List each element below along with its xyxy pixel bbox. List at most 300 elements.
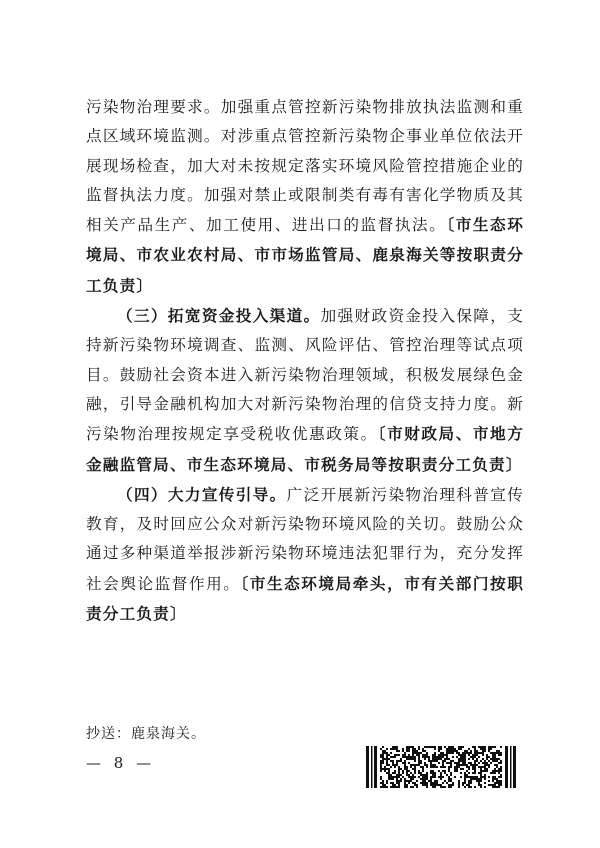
barcode-module xyxy=(402,750,404,752)
barcode-module xyxy=(422,766,424,768)
barcode-module xyxy=(414,758,416,760)
barcode-module xyxy=(434,754,436,756)
barcode-module xyxy=(390,748,392,750)
barcode-module xyxy=(494,752,496,754)
barcode-module xyxy=(382,750,384,752)
barcode-module xyxy=(488,750,490,752)
barcode-module xyxy=(388,768,390,770)
barcode-module xyxy=(430,780,432,782)
barcode-module xyxy=(398,784,400,786)
barcode-module xyxy=(434,786,436,788)
barcode-module xyxy=(458,782,460,784)
barcode-module xyxy=(492,780,494,782)
barcode-module xyxy=(462,756,464,758)
page-number: — 8 — xyxy=(86,754,156,772)
barcode-module xyxy=(496,764,498,766)
barcode-module xyxy=(416,754,418,756)
barcode-module xyxy=(488,756,490,758)
barcode-module xyxy=(422,774,424,776)
barcode-module xyxy=(388,770,390,772)
barcode-module xyxy=(414,776,416,778)
barcode-module xyxy=(418,752,420,754)
barcode-module xyxy=(500,754,502,756)
barcode-module xyxy=(480,766,482,768)
barcode-module xyxy=(406,772,408,774)
barcode-module xyxy=(470,776,472,778)
barcode-module xyxy=(402,748,404,750)
barcode-module xyxy=(464,776,466,778)
barcode-module xyxy=(398,750,400,752)
barcode-module xyxy=(412,786,414,788)
barcode-module xyxy=(426,746,428,748)
barcode-module xyxy=(442,782,444,784)
barcode-module xyxy=(392,778,394,780)
text-segment: 广泛开展新污染物治理科普宣传教育，及时回应公众对新污染物环境风险的关切。鼓励公众通过多种渠道举报涉新污染物环境违法犯罪行为，充分发挥社会舆论监督作用。 xyxy=(86,485,524,593)
barcode-module xyxy=(470,756,472,758)
barcode-module xyxy=(396,780,398,782)
barcode-module xyxy=(398,766,400,768)
barcode-module xyxy=(488,784,490,786)
barcode-module xyxy=(422,750,424,752)
barcode-module xyxy=(450,786,452,788)
barcode-module xyxy=(396,778,398,780)
barcode-module xyxy=(454,766,456,768)
barcode-module xyxy=(414,766,416,768)
barcode-module xyxy=(428,756,430,758)
barcode-module xyxy=(498,784,500,786)
barcode-module xyxy=(410,780,412,782)
barcode-module xyxy=(500,760,502,762)
barcode-module xyxy=(466,750,468,752)
barcode-module xyxy=(394,766,396,768)
barcode-module xyxy=(500,746,502,748)
barcode-module xyxy=(428,760,430,762)
barcode-module xyxy=(480,752,482,754)
barcode-module xyxy=(462,782,464,784)
barcode-module xyxy=(442,756,444,758)
barcode-module xyxy=(424,750,426,752)
barcode-module xyxy=(408,746,410,748)
barcode-module xyxy=(384,758,386,760)
barcode-module xyxy=(410,756,412,758)
barcode-module xyxy=(416,784,418,786)
barcode-module xyxy=(436,782,438,784)
barcode-module xyxy=(414,770,416,772)
barcode-module xyxy=(484,748,486,750)
barcode-module xyxy=(434,784,436,786)
barcode-module xyxy=(450,774,452,776)
barcode-module xyxy=(462,746,464,748)
barcode-module xyxy=(418,748,420,750)
barcode-module xyxy=(426,756,428,758)
barcode-module xyxy=(500,766,502,768)
barcode-module xyxy=(492,770,494,772)
barcode-module xyxy=(410,746,412,748)
barcode-module xyxy=(452,756,454,758)
barcode-module xyxy=(494,760,496,762)
barcode-module xyxy=(404,754,406,756)
barcode-module xyxy=(484,764,486,766)
barcode-module xyxy=(420,752,422,754)
barcode-module xyxy=(396,776,398,778)
barcode-module xyxy=(430,764,432,766)
barcode-module xyxy=(434,766,436,768)
barcode-module xyxy=(462,758,464,760)
barcode-module xyxy=(380,756,382,758)
barcode-module xyxy=(430,782,432,784)
barcode-module xyxy=(482,776,484,778)
barcode-module xyxy=(402,770,404,772)
barcode-module xyxy=(438,746,440,748)
barcode-module xyxy=(420,778,422,780)
barcode-module xyxy=(420,782,422,784)
barcode-module xyxy=(408,780,410,782)
barcode-module xyxy=(442,766,444,768)
barcode-module xyxy=(410,758,412,760)
barcode-module xyxy=(474,778,476,780)
barcode-module xyxy=(480,778,482,780)
barcode-module xyxy=(382,786,384,788)
barcode-module xyxy=(448,752,450,754)
barcode-module xyxy=(432,784,434,786)
barcode-module xyxy=(410,772,412,774)
barcode-module xyxy=(466,774,468,776)
barcode-module xyxy=(450,752,452,754)
barcode-module xyxy=(480,770,482,772)
barcode-module xyxy=(500,776,502,778)
barcode-module xyxy=(500,774,502,776)
barcode-module xyxy=(380,754,382,756)
barcode-module xyxy=(432,754,434,756)
barcode-module xyxy=(464,750,466,752)
barcode-module xyxy=(398,782,400,784)
barcode-module xyxy=(436,784,438,786)
barcode-module xyxy=(468,752,470,754)
barcode-module xyxy=(390,774,392,776)
barcode-module xyxy=(412,746,414,748)
barcode-module xyxy=(468,758,470,760)
barcode-module xyxy=(386,768,388,770)
barcode-module xyxy=(466,752,468,754)
barcode-module xyxy=(450,760,452,762)
barcode-module xyxy=(486,768,488,770)
barcode-module xyxy=(384,786,386,788)
barcode-module xyxy=(442,786,444,788)
barcode-module xyxy=(444,772,446,774)
barcode-module xyxy=(456,752,458,754)
barcode-module xyxy=(432,786,434,788)
barcode-module xyxy=(476,760,478,762)
barcode-module xyxy=(418,776,420,778)
barcode-module xyxy=(408,754,410,756)
barcode-module xyxy=(404,782,406,784)
barcode-guard-bar xyxy=(371,746,373,788)
barcode-module xyxy=(430,766,432,768)
barcode-module xyxy=(474,764,476,766)
barcode-module xyxy=(474,760,476,762)
barcode-module xyxy=(440,784,442,786)
barcode-module xyxy=(498,782,500,784)
barcode-module xyxy=(446,754,448,756)
barcode-module xyxy=(460,768,462,770)
barcode-module xyxy=(486,762,488,764)
barcode-module xyxy=(404,778,406,780)
barcode-module xyxy=(396,774,398,776)
barcode-module xyxy=(386,780,388,782)
barcode-module xyxy=(462,762,464,764)
barcode-module xyxy=(484,778,486,780)
barcode-module xyxy=(464,780,466,782)
barcode-module xyxy=(484,786,486,788)
barcode-module xyxy=(480,772,482,774)
barcode-module xyxy=(452,748,454,750)
barcode-module xyxy=(496,766,498,768)
barcode-module xyxy=(394,786,396,788)
barcode-module xyxy=(420,772,422,774)
barcode-module xyxy=(408,750,410,752)
barcode-module xyxy=(470,786,472,788)
barcode-module xyxy=(458,758,460,760)
barcode-module xyxy=(418,758,420,760)
barcode-module xyxy=(402,756,404,758)
barcode-module xyxy=(488,748,490,750)
barcode-module xyxy=(454,750,456,752)
barcode-module xyxy=(494,776,496,778)
barcode-module xyxy=(400,760,402,762)
barcode-guard-bar xyxy=(505,746,508,788)
barcode-module xyxy=(412,758,414,760)
barcode-module xyxy=(476,764,478,766)
barcode-module xyxy=(412,754,414,756)
barcode-module xyxy=(468,784,470,786)
barcode-module xyxy=(402,772,404,774)
barcode-module xyxy=(402,754,404,756)
barcode-module xyxy=(476,778,478,780)
barcode-module xyxy=(446,750,448,752)
barcode-module xyxy=(454,748,456,750)
barcode-module xyxy=(420,760,422,762)
barcode-module xyxy=(480,748,482,750)
barcode-module xyxy=(480,746,482,748)
barcode-module xyxy=(448,776,450,778)
barcode-module xyxy=(478,780,480,782)
barcode-module xyxy=(462,754,464,756)
barcode-module xyxy=(436,756,438,758)
paragraph-publicity-guidance xyxy=(86,480,524,629)
barcode-module xyxy=(472,754,474,756)
barcode-module xyxy=(472,772,474,774)
barcode-module xyxy=(468,786,470,788)
barcode-module xyxy=(386,748,388,750)
barcode-module xyxy=(384,750,386,752)
barcode-module xyxy=(390,782,392,784)
barcode-module xyxy=(454,768,456,770)
barcode-module xyxy=(406,786,408,788)
barcode-module xyxy=(434,764,436,766)
barcode-module xyxy=(398,772,400,774)
barcode-module xyxy=(424,764,426,766)
barcode-module xyxy=(468,766,470,768)
barcode-module xyxy=(412,768,414,770)
barcode-module xyxy=(450,784,452,786)
barcode-module xyxy=(444,746,446,748)
barcode-module xyxy=(484,776,486,778)
barcode-module xyxy=(498,780,500,782)
bold-text-segment: 〔市财政局、市地方金融监管局、市生态环境局、市税务局等按职责分工负责〕 xyxy=(86,424,524,474)
barcode-module xyxy=(418,756,420,758)
barcode-module xyxy=(436,758,438,760)
barcode-module xyxy=(450,750,452,752)
barcode-module xyxy=(448,786,450,788)
barcode-module xyxy=(470,778,472,780)
barcode-module xyxy=(440,774,442,776)
barcode-module xyxy=(434,746,436,748)
barcode-module xyxy=(404,760,406,762)
barcode-module xyxy=(426,778,428,780)
barcode-module xyxy=(470,782,472,784)
barcode-module xyxy=(396,750,398,752)
barcode-module xyxy=(440,778,442,780)
barcode-module xyxy=(448,750,450,752)
barcode-module xyxy=(452,750,454,752)
barcode-module xyxy=(438,748,440,750)
barcode-module xyxy=(460,760,462,762)
barcode-module xyxy=(390,778,392,780)
barcode-guard-bar xyxy=(513,746,516,788)
barcode-module xyxy=(396,786,398,788)
barcode-module xyxy=(478,752,480,754)
barcode-module xyxy=(450,748,452,750)
barcode-module xyxy=(432,764,434,766)
barcode-module xyxy=(448,770,450,772)
barcode-module xyxy=(414,756,416,758)
barcode-module xyxy=(380,782,382,784)
barcode-module xyxy=(494,786,496,788)
barcode-module xyxy=(432,782,434,784)
barcode-module xyxy=(392,762,394,764)
barcode-module xyxy=(402,776,404,778)
barcode-module xyxy=(386,782,388,784)
barcode-module xyxy=(494,746,496,748)
barcode-module xyxy=(438,770,440,772)
barcode-module xyxy=(382,746,384,748)
barcode-module xyxy=(454,770,456,772)
barcode-module xyxy=(484,768,486,770)
barcode-module xyxy=(466,770,468,772)
barcode-module xyxy=(402,762,404,764)
barcode-module xyxy=(466,776,468,778)
barcode-module xyxy=(380,778,382,780)
barcode-module xyxy=(382,780,384,782)
barcode-module xyxy=(426,774,428,776)
barcode-module xyxy=(382,782,384,784)
barcode-module xyxy=(446,752,448,754)
barcode-module xyxy=(440,766,442,768)
barcode-module xyxy=(460,754,462,756)
barcode-module xyxy=(492,786,494,788)
barcode-module xyxy=(444,780,446,782)
barcode-module xyxy=(432,774,434,776)
barcode-module xyxy=(404,786,406,788)
barcode-module xyxy=(472,776,474,778)
barcode-module xyxy=(398,776,400,778)
barcode-module xyxy=(394,784,396,786)
barcode-module xyxy=(484,766,486,768)
barcode-module xyxy=(474,786,476,788)
barcode-module xyxy=(396,754,398,756)
barcode-module xyxy=(438,762,440,764)
barcode-module xyxy=(432,776,434,778)
barcode-module xyxy=(496,780,498,782)
barcode-module xyxy=(492,746,494,748)
barcode-module xyxy=(474,768,476,770)
barcode-module xyxy=(500,762,502,764)
barcode-module xyxy=(460,764,462,766)
barcode-module xyxy=(396,764,398,766)
barcode-module xyxy=(422,776,424,778)
barcode-module xyxy=(382,784,384,786)
barcode-module xyxy=(414,772,416,774)
barcode-module xyxy=(380,768,382,770)
barcode-module xyxy=(448,766,450,768)
barcode-module xyxy=(440,776,442,778)
barcode-module xyxy=(474,752,476,754)
barcode-module xyxy=(482,770,484,772)
barcode-module xyxy=(382,762,384,764)
barcode-module xyxy=(410,764,412,766)
barcode-module xyxy=(462,760,464,762)
barcode-module xyxy=(452,752,454,754)
barcode-module xyxy=(414,784,416,786)
barcode-module xyxy=(464,754,466,756)
barcode-module xyxy=(442,776,444,778)
barcode-module xyxy=(444,766,446,768)
barcode-module xyxy=(472,768,474,770)
barcode-module xyxy=(450,764,452,766)
barcode-module xyxy=(392,746,394,748)
barcode-module xyxy=(404,752,406,754)
barcode-module xyxy=(408,762,410,764)
barcode-module xyxy=(484,762,486,764)
barcode-module xyxy=(430,770,432,772)
barcode-module xyxy=(490,752,492,754)
barcode-module xyxy=(414,760,416,762)
barcode-module xyxy=(428,758,430,760)
barcode-module xyxy=(468,748,470,750)
barcode-module xyxy=(464,778,466,780)
barcode-module xyxy=(438,758,440,760)
barcode-module xyxy=(384,768,386,770)
barcode-module xyxy=(424,778,426,780)
barcode-module xyxy=(474,772,476,774)
barcode-module xyxy=(452,782,454,784)
barcode-module xyxy=(444,786,446,788)
barcode-module xyxy=(490,784,492,786)
barcode-module xyxy=(490,762,492,764)
barcode-module xyxy=(382,758,384,760)
barcode-module xyxy=(496,752,498,754)
barcode-module xyxy=(464,756,466,758)
barcode-module xyxy=(472,758,474,760)
barcode-module xyxy=(386,758,388,760)
barcode-module xyxy=(494,768,496,770)
barcode-module xyxy=(456,750,458,752)
barcode-module xyxy=(434,756,436,758)
barcode-module xyxy=(388,758,390,760)
barcode-module xyxy=(464,782,466,784)
barcode-module xyxy=(414,752,416,754)
barcode-module xyxy=(384,752,386,754)
